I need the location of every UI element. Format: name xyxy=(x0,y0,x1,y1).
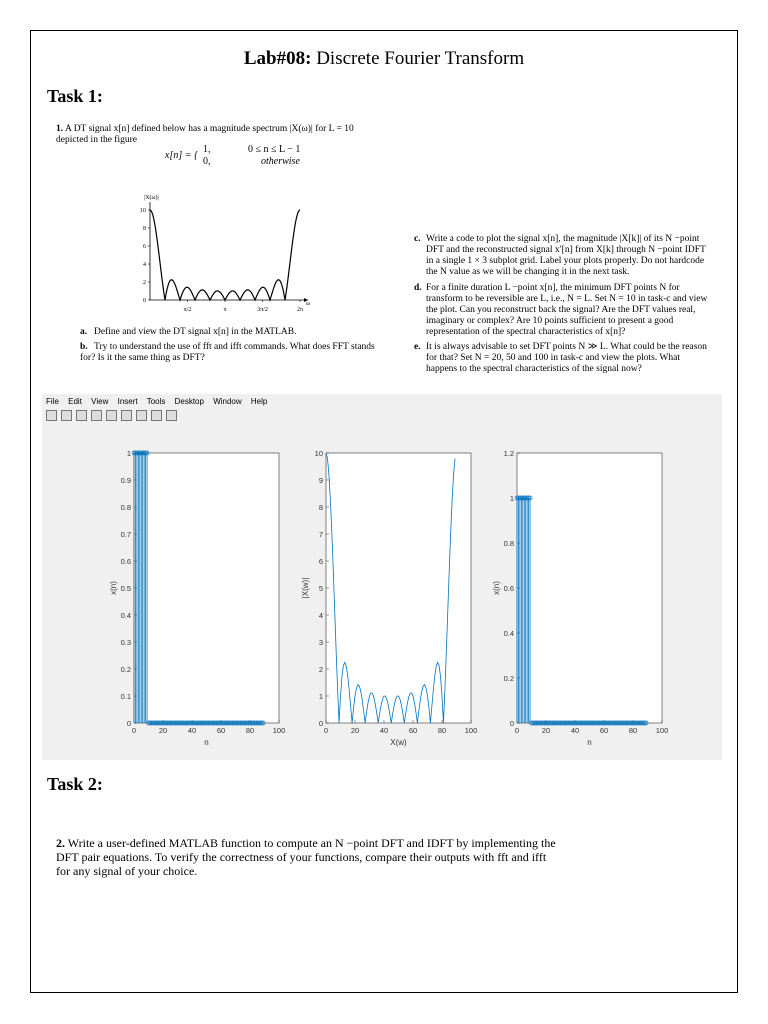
menu-edit[interactable]: Edit xyxy=(68,397,82,406)
matlab-menubar xyxy=(46,397,274,406)
ytick-label: 7 xyxy=(318,530,323,539)
spectrum-xtick: π xyxy=(223,307,227,313)
axes-box xyxy=(517,453,662,723)
xtick-label: 40 xyxy=(187,726,197,735)
ytick-label: 0.8 xyxy=(503,539,514,548)
page-title: Lab#08: Discrete Fourier Transform xyxy=(243,48,525,69)
ytick-label: 1.2 xyxy=(503,449,514,458)
menu-help[interactable]: Help xyxy=(250,397,268,406)
ytick-label: 0.6 xyxy=(120,557,131,566)
xtick-label: 0 xyxy=(323,726,329,735)
xtick-label: 0 xyxy=(131,726,137,735)
subplot-grid xyxy=(42,424,722,759)
ytick-label: 0 xyxy=(318,719,323,728)
ytick-label: 9 xyxy=(318,476,323,485)
axes-box xyxy=(326,453,471,723)
ytick-label: 0.1 xyxy=(120,692,131,701)
open-icon[interactable] xyxy=(61,410,72,421)
spectrum-xtick: π/2 xyxy=(183,307,192,313)
y-axis-label: |X(w)| xyxy=(301,577,310,599)
subplot-1 xyxy=(109,449,285,747)
spectrum-ytick: 6 xyxy=(143,244,146,250)
ytick-label: 0.5 xyxy=(120,584,131,593)
menu-desktop[interactable]: Desktop xyxy=(174,397,204,406)
ytick-label: 2 xyxy=(318,665,323,674)
xtick-label: 20 xyxy=(541,726,551,735)
pointer-icon[interactable] xyxy=(151,410,162,421)
ytick-label: 0 xyxy=(126,719,131,728)
ytick-label: 1 xyxy=(126,449,131,458)
menu-tools[interactable]: Tools xyxy=(146,397,166,406)
x-axis-label: n xyxy=(587,738,592,747)
xtick-label: 80 xyxy=(245,726,255,735)
menu-insert[interactable]: Insert xyxy=(117,397,138,406)
ytick-label: 3 xyxy=(318,638,323,647)
ytick-label: 5 xyxy=(318,584,323,593)
ytick-label: 4 xyxy=(318,611,323,620)
x-axis-label: n xyxy=(204,738,209,747)
ytick-label: 0.2 xyxy=(120,665,131,674)
spectrum-ylabel: |X(ω)| xyxy=(144,195,159,201)
legend-icon[interactable] xyxy=(136,410,147,421)
xtick-label: 40 xyxy=(379,726,389,735)
new-figure-icon[interactable] xyxy=(46,410,57,421)
question-1: 1. A DT signal x[n] defined below has a magnitude spectrum |X(ω)| for L = 10 depicted in the figure xyxy=(56,124,354,145)
item-e: e. It is always advisable to set DFT points N ≫ L. What could be the reason for that? Set N = 20, 50 and 100 in task-c and view the plots. What happens to the spectral characteristics of the signal now? xyxy=(414,342,707,374)
spectrum-ytick: 2 xyxy=(143,280,146,286)
ytick-label: 8 xyxy=(318,503,323,512)
task1-heading: Task 1: xyxy=(47,86,103,106)
spectrum-xtick: 3π/2 xyxy=(257,307,268,313)
xtick-label: 60 xyxy=(216,726,226,735)
print-icon[interactable] xyxy=(91,410,102,421)
ytick-label: 0.9 xyxy=(120,476,131,485)
xtick-label: 20 xyxy=(350,726,360,735)
item-b: b. Try to understand the use of fft and ifft commands. What does FFT stands for? Is it the same thing as DFT? xyxy=(80,342,375,363)
ytick-label: 0.6 xyxy=(503,584,514,593)
ytick-label: 6 xyxy=(318,557,323,566)
ytick-label: 0.3 xyxy=(120,638,131,647)
question-1-text: A DT signal x[n] defined below has a magnitude spectrum |X(ω)| for L = 10 depicted in the figure xyxy=(56,124,354,145)
link-icon[interactable] xyxy=(106,410,117,421)
ytick-label: 0.2 xyxy=(503,674,514,683)
menu-window[interactable]: Window xyxy=(213,397,242,406)
subplot-3 xyxy=(492,449,668,747)
ytick-label: 0.4 xyxy=(503,629,514,638)
menu-view[interactable]: View xyxy=(91,397,109,406)
item-d: d. For a finite duration L −point x[n], the minimum DFT points N for transform to be reversible are L, i.e., N = L. Set N = 10 in task-c and view the plot. Can you reconstruct back the signal? Are the DFT values real, imaginary or complex? Are 10 points sufficient to present a good representation of the spectral characteristics of x[n]? xyxy=(414,283,708,337)
xtick-label: 60 xyxy=(408,726,418,735)
save-icon[interactable] xyxy=(76,410,87,421)
task2-heading: Task 2: xyxy=(47,774,103,794)
spectrum-ytick: 8 xyxy=(143,226,146,232)
question-2: 2. Write a user-defined MATLAB function to compute an N −point DFT and IDFT by implementing the DFT pair equations. To verify the correctness of your functions, compare their outputs with fft and ifft for any signal of your choice. xyxy=(56,836,556,878)
y-axis-label: x(n) xyxy=(492,581,501,595)
x-axis-label: X(w) xyxy=(390,738,407,747)
xtick-label: 100 xyxy=(655,726,669,735)
ytick-label: 10 xyxy=(314,449,323,458)
colorbar-icon[interactable] xyxy=(121,410,132,421)
ytick-label: 0.8 xyxy=(120,503,131,512)
ytick-label: 0.4 xyxy=(120,611,131,620)
ytick-label: 0 xyxy=(509,719,514,728)
ytick-label: 1 xyxy=(318,692,323,701)
subplot-2 xyxy=(301,449,477,747)
xtick-label: 100 xyxy=(464,726,478,735)
item-a: a. Define and view the DT signal x[n] in the MATLAB. xyxy=(80,327,297,337)
question-2-text: Write a user-defined MATLAB function to compute an N −point DFT and IDFT by implementing the DFT pair equations. To verify the correctness of your functions, compare their outputs with fft and ifft for any signal of your choice. xyxy=(56,836,556,878)
spectrum-xtick: 2π xyxy=(296,307,304,313)
item-c: c. Write a code to plot the signal x[n], the magnitude |X[k]| of its N −point DFT and the reconstructed signal x′[n] from X[k] through N −point IDFT in a single 1 × 3 subplot grid. Label your plots properly. Do not hardcode the N value as we will be changing it in the next task. xyxy=(414,234,706,277)
axes-box xyxy=(134,453,279,723)
y-axis-label: x(n) xyxy=(109,581,118,595)
ytick-label: 0.7 xyxy=(120,530,131,539)
menu-file[interactable]: File xyxy=(46,397,59,406)
spectrum-ytick: 4 xyxy=(143,262,146,268)
ytick-label: 1 xyxy=(509,494,514,503)
xtick-label: 80 xyxy=(437,726,447,735)
xtick-label: 60 xyxy=(599,726,609,735)
xtick-label: 20 xyxy=(158,726,168,735)
spectrum-figure xyxy=(130,192,330,322)
xtick-label: 40 xyxy=(570,726,580,735)
signal-definition: x[n] = { 1, 0 ≤ n ≤ L − 1 0, otherwise xyxy=(165,144,301,167)
spectrum-ytick: 10 xyxy=(140,208,146,214)
matlab-toolbar xyxy=(46,410,177,421)
spectrum-xlabel: ω xyxy=(306,301,310,307)
xtick-label: 80 xyxy=(628,726,638,735)
plot-tools-icon[interactable] xyxy=(166,410,177,421)
xtick-label: 0 xyxy=(514,726,520,735)
spectrum-ytick: 0 xyxy=(143,298,146,304)
xtick-label: 100 xyxy=(272,726,286,735)
